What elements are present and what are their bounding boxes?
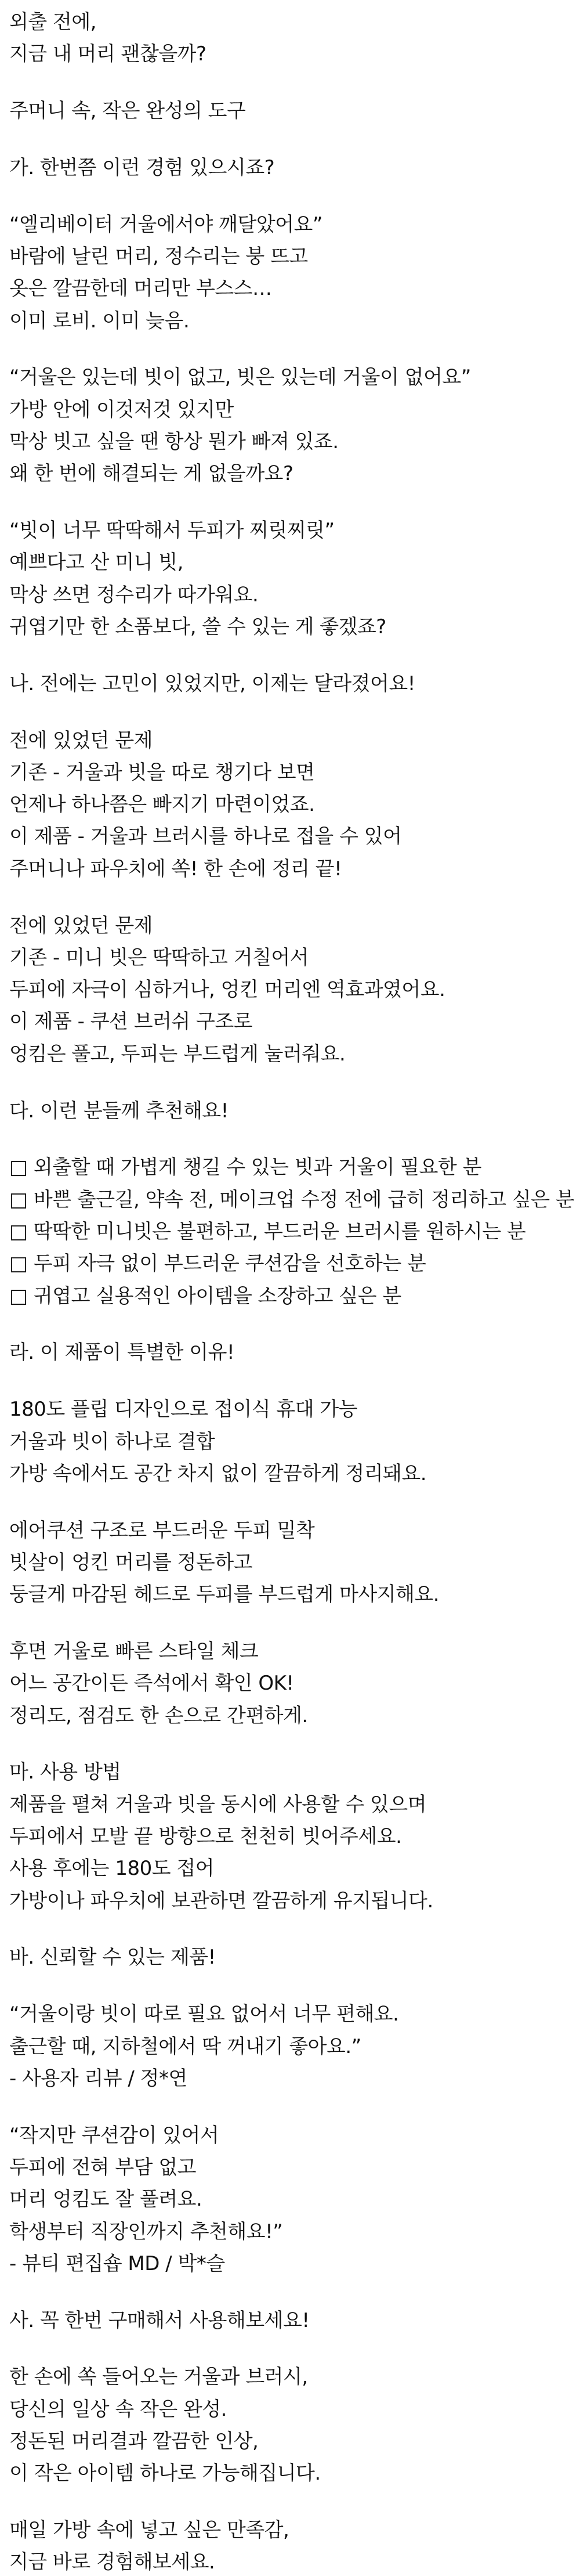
review-quote-line: 두피에 전혀 부담 없고 [9, 2156, 197, 2179]
quote-heading: “엘리베이터 거울에서야 깨달았어요” [9, 213, 323, 236]
closing-line: 이 작은 아이템 하나로 가능해집니다. [9, 2462, 321, 2485]
paragraph-line: 엉킴은 풀고, 두피는 부드럽게 눌러줘요. [9, 1042, 346, 1066]
review-attribution: - 뷰티 편집숍 MD / 박*슬 [9, 2252, 225, 2275]
paragraph-line: 거울과 빗이 하나로 결합 [9, 1430, 215, 1453]
review-attribution: - 사용자 리뷰 / 정*연 [9, 2067, 187, 2090]
paragraph-line: 이미 로비. 이미 늦음. [9, 309, 190, 333]
section-heading-ba: 바. 신뢰할 수 있는 제품! [9, 1946, 216, 1969]
paragraph-line: 가방 안에 이것저것 있지만 [9, 398, 234, 421]
review-quote-line: 출근할 때, 지하철에서 딱 꺼내기 좋아요.” [9, 2035, 361, 2058]
problem-heading: 전에 있었던 문제 [9, 914, 153, 937]
paragraph-line: 제품을 펼쳐 거울과 빗을 동시에 사용할 수 있으며 [9, 1793, 427, 1816]
paragraph-line: 이 제품 - 거울과 브러시를 하나로 접을 수 있어 [9, 825, 402, 848]
paragraph-line: 주머니나 파우치에 쏙! 한 손에 정리 끝! [9, 857, 342, 881]
review-quote-line: “작지만 쿠션감이 있어서 [9, 2124, 219, 2147]
quote-heading: “빗이 너무 딱딱해서 두피가 찌릿찌릿” [9, 519, 335, 542]
paragraph-line: 가방 속에서도 공간 차지 없이 깔끔하게 정리돼요. [9, 1462, 427, 1485]
paragraph-line: 막상 쓰면 정수리가 따가워요. [9, 583, 259, 607]
review-quote-line: 학생부터 직장인까지 추천해요!” [9, 2220, 283, 2243]
closing-line: 정돈된 머리결과 깔끔한 인상, [9, 2430, 259, 2453]
paragraph-line: 예쁘다고 산 미니 빗, [9, 551, 183, 574]
closing-line: 당신의 일상 속 작은 완성. [9, 2398, 227, 2421]
problem-heading: 전에 있었던 문제 [9, 729, 153, 752]
paragraph-line: 기존 - 미니 빗은 딱딱하고 거칠어서 [9, 946, 309, 969]
feature-heading: 에어쿠션 구조로 부드러운 두피 밀착 [9, 1519, 315, 1542]
paragraph-line: 이 제품 - 쿠션 브러쉬 구조로 [9, 1010, 253, 1033]
paragraph-line: 두피에서 모발 끝 방향으로 천천히 빗어주세요. [9, 1825, 402, 1848]
section-heading-ma: 마. 사용 방법 [9, 1760, 121, 1784]
review-quote-line: “거울이랑 빗이 따로 필요 없어서 너무 편해요. [9, 2003, 399, 2026]
paragraph-line: 가방이나 파우치에 보관하면 깔끔하게 유지됩니다. [9, 1889, 433, 1913]
section-heading-ga: 가. 한번쯤 이런 경험 있으시죠? [9, 156, 275, 179]
section-heading-sa: 사. 꼭 한번 구매해서 사용해보세요! [9, 2309, 310, 2332]
closing-line: 지금 바로 경험해보세요. [9, 2550, 215, 2574]
checklist-item: □ 딱딱한 미니빗은 불편하고, 부드러운 브러시를 원하시는 분 [9, 1220, 526, 1243]
paragraph-line: 두피에 자극이 심하거나, 엉킨 머리엔 역효과였어요. [9, 978, 445, 1001]
closing-line: 한 손에 쏙 들어오는 거울과 브러시, [9, 2365, 308, 2389]
paragraph-line: 어느 공간이든 즉석에서 확인 OK! [9, 1672, 294, 1695]
intro-line-2: 지금 내 머리 괜찮을까? [9, 42, 206, 66]
paragraph-line: 둥글게 마감된 헤드로 두피를 부드럽게 마사지해요. [9, 1583, 440, 1606]
checklist-item: □ 두피 자극 없이 부드러운 쿠션감을 선호하는 분 [9, 1252, 426, 1275]
paragraph-line: 옷은 깔끔한데 머리만 부스스… [9, 277, 272, 300]
paragraph-line: 왜 한 번에 해결되는 게 없을까요? [9, 462, 293, 485]
closing-line: 매일 가방 속에 넣고 싶은 만족감, [9, 2519, 289, 2542]
feature-heading: 180도 플립 디자인으로 접이식 휴대 가능 [9, 1398, 358, 1421]
paragraph-line: 빗살이 엉킨 머리를 정돈하고 [9, 1551, 253, 1574]
review-quote-line: 머리 엉킴도 잘 풀려요. [9, 2188, 202, 2211]
paragraph-line: 기존 - 거울과 빗을 따로 챙기다 보면 [9, 761, 315, 784]
paragraph-line: 귀엽기만 한 소품보다, 쓸 수 있는 게 좋겠죠? [9, 615, 386, 638]
paragraph-line: 막상 빗고 싶을 땐 항상 뭔가 빠져 있죠. [9, 430, 339, 453]
checklist-item: □ 귀엽고 실용적인 아이템을 소장하고 싶은 분 [9, 1285, 401, 1308]
section-heading-ra: 라. 이 제품이 특별한 이유! [9, 1341, 235, 1364]
paragraph-line: 언제나 하나쯤은 빠지기 마련이었죠. [9, 793, 315, 816]
paragraph-line: 사용 후에는 180도 접어 [9, 1857, 215, 1880]
paragraph-line: 정리도, 점검도 한 손으로 간편하게. [9, 1704, 308, 1727]
quote-heading: “거울은 있는데 빗이 없고, 빗은 있는데 거울이 없어요” [9, 366, 471, 389]
section-heading-da: 다. 이런 분들께 추천해요! [9, 1099, 229, 1123]
intro-line-1: 외출 전에, [9, 10, 96, 34]
checklist-item: □ 바쁜 출근길, 약속 전, 메이크업 수정 전에 급히 정리하고 싶은 분 [9, 1188, 575, 1211]
section-heading-na: 나. 전에는 고민이 있었지만, 이제는 달라졌어요! [9, 672, 415, 695]
checklist-item: □ 외출할 때 가볍게 챙길 수 있는 빗과 거울이 필요한 분 [9, 1156, 481, 1179]
paragraph-line: 바람에 날린 머리, 정수리는 붕 뜨고 [9, 245, 308, 268]
feature-heading: 후면 거울로 빠른 스타일 체크 [9, 1640, 259, 1663]
subtitle: 주머니 속, 작은 완성의 도구 [9, 99, 246, 122]
